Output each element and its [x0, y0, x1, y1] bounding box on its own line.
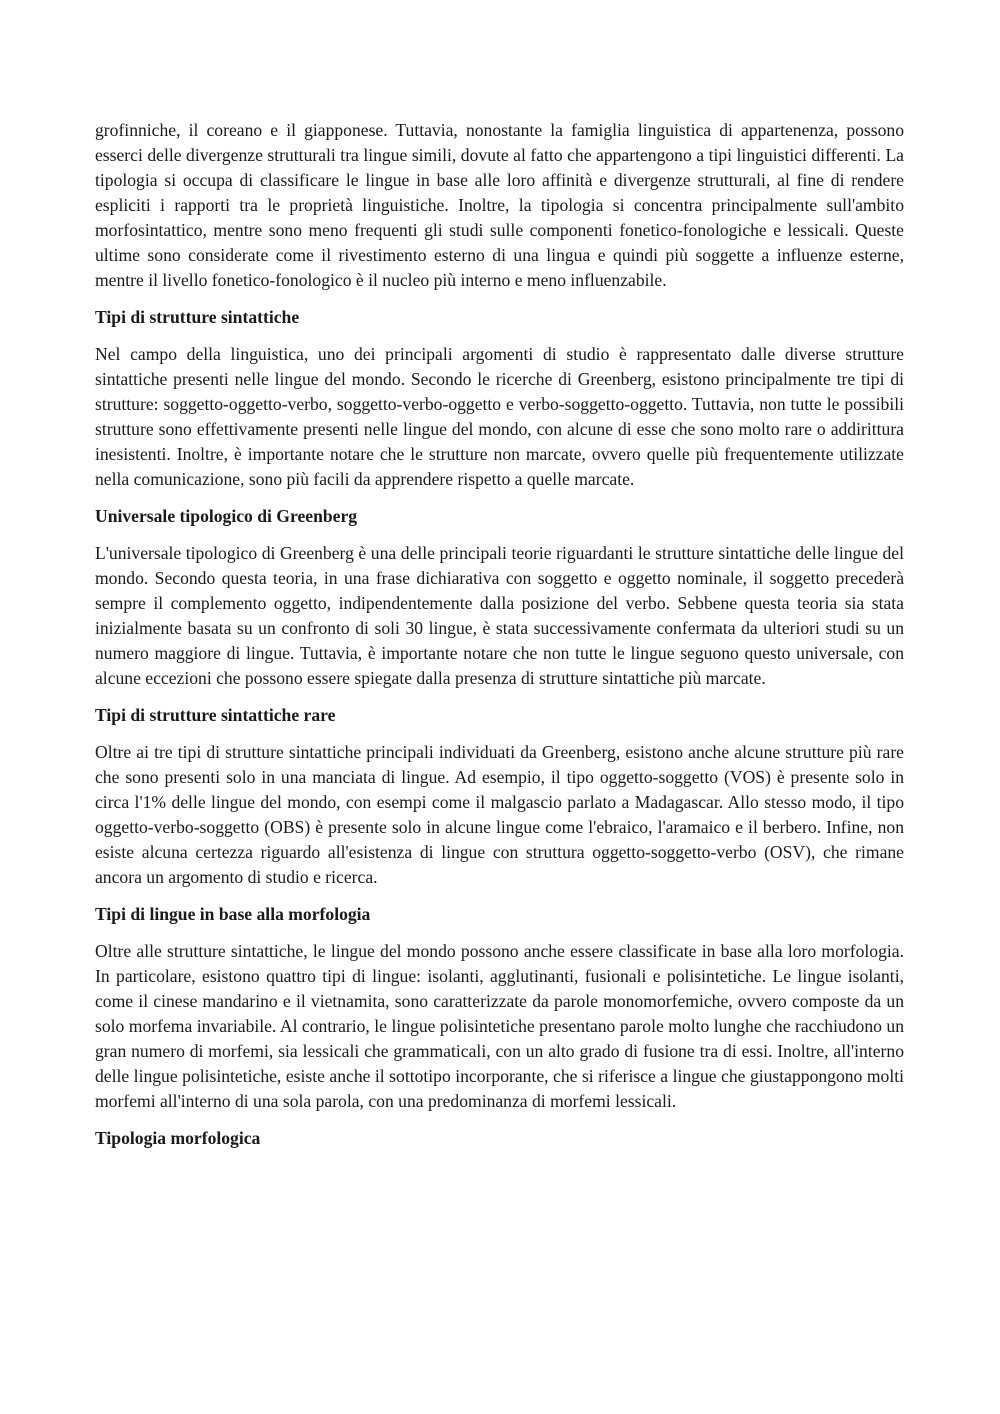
heading-tipologia-morfologica: Tipologia morfologica: [95, 1128, 261, 1148]
paragraph-strutture-rare: Oltre ai tre tipi di strutture sintattiche principali individuati da Greenberg, esistono anche alcune strutture più rare che sono presenti solo in una manciata di lingue. Ad esempio, il tipo oggetto-soggetto (VOS) è presente solo in circa l'1% delle lingue del mondo, con esempi come il malgascio parlato a Madagascar. Allo stesso modo, il tipo oggetto-verbo-soggetto (OBS) è presente solo in alcune lingue come l'ebraico, l'aramaico e il berbero. Infine, non esiste alcuna certezza riguardo all'esistenza di lingue con struttura oggetto-soggetto-verbo (OSV), che rimane ancora un argomento di studio e ricerca.: [95, 742, 904, 887]
heading-tipi-strutture-sintattiche: Tipi di strutture sintattiche: [95, 307, 300, 327]
heading-universale-greenberg: Universale tipologico di Greenberg: [95, 506, 358, 526]
heading-strutture-rare: Tipi di strutture sintattiche rare: [95, 705, 336, 725]
paragraph-intro: grofinniche, il coreano e il giapponese. Tuttavia, nonostante la famiglia linguistica di appartenenza, possono esserci delle divergenze strutturali tra lingue simili, dovute al fatto che appartengono a tipi linguistici differenti. La tipologia si occupa di classificare le lingue in base alle loro affinità e divergenze strutturali, al fine di rendere espliciti i rapporti tra le proprietà linguistiche. Inoltre, la tipologia si concentra principalmente sull'ambito morfosintattico, mentre sono meno frequenti gli studi sulle componenti fonetico-fonologiche e lessicali. Queste ultime sono considerate come il rivestimento esterno di una lingua e quindi più soggette a influenze esterne, mentre il livello fonetico-fonologico è il nucleo più interno e meno influenzabile.: [95, 120, 904, 290]
paragraph-strutture-sintattiche: Nel campo della linguistica, uno dei principali argomenti di studio è rappresentato dalle diverse strutture sintattiche presenti nelle lingue del mondo. Secondo le ricerche di Greenberg, esistono principalmente tre tipi di strutture: soggetto-oggetto-verbo, soggetto-verbo-oggetto e verbo-soggetto-oggetto. Tuttavia, non tutte le possibili strutture sono effettivamente presenti nelle lingue del mondo, con alcune di esse che sono molto rare o addirittura inesistenti. Inoltre, è importante notare che le strutture non marcate, ovvero quelle più frequentemente utilizzate nella comunicazione, sono più facili da apprendere rispetto a quelle marcate.: [95, 344, 904, 489]
paragraph-lingue-morfologia: Oltre alle strutture sintattiche, le lingue del mondo possono anche essere classificate in base alla loro morfologia. In particolare, esistono quattro tipi di lingue: isolanti, agglutinanti, fusionali e polisintetiche. Le lingue isolanti, come il cinese mandarino e il vietnamita, sono caratterizzate da parole monomorfemiche, ovvero composte da un solo morfema invariabile. Al contrario, le lingue polisintetiche presentano parole molto lunghe che racchiudono un gran numero di morfemi, sia lessicali che grammaticali, con un alto grado di fusione tra di essi. Inoltre, all'interno delle lingue polisintetiche, esiste anche il sottotipo incorporante, che si riferisce a lingue che giustappongono molti morfemi all'interno di una sola parola, con una predominanza di morfemi lessicali.: [95, 941, 904, 1111]
heading-lingue-morfologia: Tipi di lingue in base alla morfologia: [95, 904, 371, 924]
document-page: [95, 118, 904, 1163]
paragraph-universale-greenberg: L'universale tipologico di Greenberg è una delle principali teorie riguardanti le strutture sintattiche delle lingue del mondo. Secondo questa teoria, in una frase dichiarativa con soggetto e oggetto nominale, il soggetto precederà sempre il complemento oggetto, indipendentemente dalla posizione del verbo. Sebbene questa teoria sia stata inizialmente basata su un confronto di soli 30 lingue, è stata successivamente confermata da ulteriori studi su un numero maggiore di lingue. Tuttavia, è importante notare che non tutte le lingue seguono questo universale, con alcune eccezioni che possono essere spiegate dalla presenza di strutture sintattiche più marcate.: [95, 543, 904, 688]
